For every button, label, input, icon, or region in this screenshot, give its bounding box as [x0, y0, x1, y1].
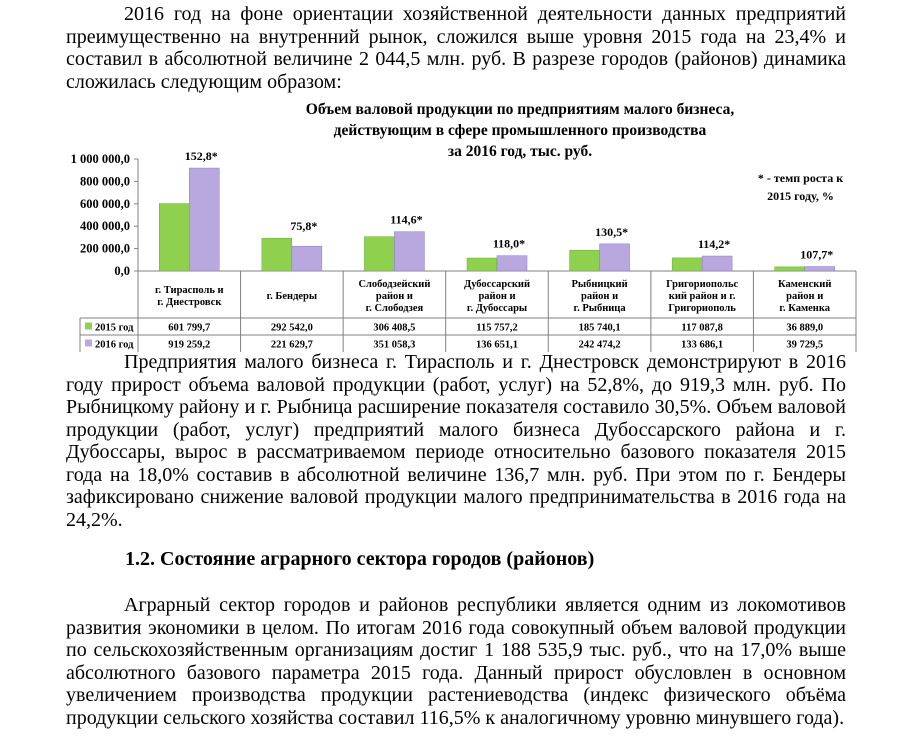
data-label-2015: 292 542,0	[270, 322, 313, 334]
data-label-2016: 39 729,5	[786, 339, 824, 351]
bar-2016	[292, 246, 322, 271]
legend-label: 2015 год	[95, 322, 134, 334]
bar-2016	[600, 244, 630, 271]
data-label-2015: 306 408,5	[373, 322, 416, 334]
category-label: район и	[786, 291, 824, 302]
category-label: г. Днестровск	[157, 297, 222, 308]
y-tick-label: 200 000,0	[80, 241, 130, 256]
growth-label: 118,0*	[492, 236, 526, 251]
data-label-2015: 117 087,8	[681, 322, 723, 334]
data-label-2016: 136 651,1	[476, 339, 518, 351]
bar-2015	[364, 237, 394, 271]
category-label: Слободзейский	[358, 279, 431, 290]
bar-2015	[467, 258, 497, 271]
growth-note-line: 2015 году, %	[767, 189, 834, 203]
category-label: Дубоссарский	[463, 279, 531, 290]
category-label: г. Слободзея	[365, 303, 424, 314]
category-label: г. Рыбница	[573, 303, 626, 314]
y-tick-label: 600 000,0	[80, 196, 130, 211]
data-label-2015: 601 799,7	[168, 322, 211, 334]
data-label-2016: 242 474,2	[578, 339, 621, 351]
bar-2015	[262, 238, 292, 271]
category-label: район и	[478, 291, 516, 302]
category-label: г. Тирасполь и	[154, 285, 224, 296]
category-label: Рыбницкий	[571, 279, 628, 290]
legend-swatch	[85, 340, 92, 347]
bar-2016	[497, 256, 527, 271]
legend-swatch	[85, 323, 92, 330]
category-label: район и	[581, 291, 619, 302]
bar-2016	[805, 267, 835, 271]
bar-2016	[189, 168, 219, 271]
growth-label: 114,2*	[697, 237, 731, 252]
growth-label: 107,7*	[800, 247, 834, 262]
section-heading: 1.2. Состояние аграрного сектора городов (районов)	[125, 548, 595, 570]
data-label-2016: 919 259,2	[168, 339, 211, 351]
chart-title-line: Объем валовой продукции по предприятиям малого бизнеса,	[305, 101, 735, 118]
data-label-2016: 133 686,1	[681, 339, 724, 351]
category-label: г. Дубоссары	[466, 303, 528, 314]
bar-2015	[775, 267, 805, 271]
bar-chart	[0, 0, 909, 360]
bar-2015	[672, 258, 702, 271]
data-label-2015: 185 740,1	[578, 322, 621, 334]
bar-2015	[159, 204, 189, 271]
chart-title-line: действующим в сфере промышленного производства	[333, 122, 707, 139]
data-label-2016: 351 058,3	[373, 339, 416, 351]
data-label-2016: 221 629,7	[270, 339, 313, 351]
category-label: г. Бендеры	[266, 291, 318, 302]
category-label: Григориопольс	[666, 279, 739, 290]
category-label: Каменский	[778, 279, 832, 290]
paragraph-small-business: Предприятия малого бизнеса г. Тирасполь и г. Днестровск демонстрируют в 2016 году прирост объема валовой продукции (работ, услуг) на 52,8%, до 919,3 млн. руб. По Рыбницкому району и г. Рыбница расширение показателя составило 30,5%. Объем валовой продукции (работ, услуг) предприятий малого бизнеса Дубоссарского района и г. Дубоссары, вырос в рассматриваемом периоде относительно базового показателя 2015 года на 18,0% составив в абсолютной величине 136,7 млн. руб. При этом по г. Бендеры зафиксировано снижение валовой продукции малого предпринимательства в 2016 года на 24,2%.	[66, 351, 846, 531]
category-label: Григориополь	[668, 303, 736, 314]
paragraph-intro: 2016 год на фоне ориентации хозяйственной деятельности данных предприятий преимущественно на внутренний рынок, сложился выше уровня 2015 года на 23,4% и составил в абсолютной величине 2 044,5 млн. руб. В разрезе городов (районов) динамика сложилась следующим образом:	[66, 3, 846, 93]
data-label-2015: 115 757,2	[476, 322, 518, 334]
bar-2015	[570, 250, 600, 271]
growth-label: 130,5*	[595, 224, 629, 239]
y-tick-label: 800 000,0	[80, 174, 130, 189]
growth-label: 152,8*	[184, 149, 218, 164]
bar-2016	[702, 256, 732, 271]
growth-note-line: * - темп роста к	[757, 171, 844, 185]
category-label: район и	[375, 291, 413, 302]
growth-label: 75,8*	[290, 219, 318, 234]
category-label: кий район и г.	[668, 291, 736, 302]
category-label: г. Каменка	[779, 303, 830, 314]
legend-label: 2016 год	[95, 339, 134, 351]
growth-label: 114,6*	[390, 212, 423, 227]
chart-title-line: за 2016 год, тыс. руб.	[447, 143, 593, 160]
paragraph-agrarian: Аграрный сектор городов и районов республики является одним из локомотивов развития экономики в целом. По итогам 2016 года совокупный объем валовой продукции по сельскохозяйственным организациям достиг 1 188 535,9 тыс. руб., что на 17,0% выше абсолютного базового параметра 2015 года. Данный прирост обусловлен в основном увеличением производства продукции растениеводства (индекс физического объёма продукции сельского хозяйства составил 116,5% к аналогичному уровню минувшего года).	[66, 594, 846, 729]
data-label-2015: 36 889,0	[786, 322, 824, 334]
y-tick-label: 0,0	[114, 264, 130, 278]
y-tick-label: 1 000 000,0	[70, 152, 130, 166]
y-tick-label: 400 000,0	[80, 219, 130, 234]
bar-2016	[394, 232, 424, 271]
